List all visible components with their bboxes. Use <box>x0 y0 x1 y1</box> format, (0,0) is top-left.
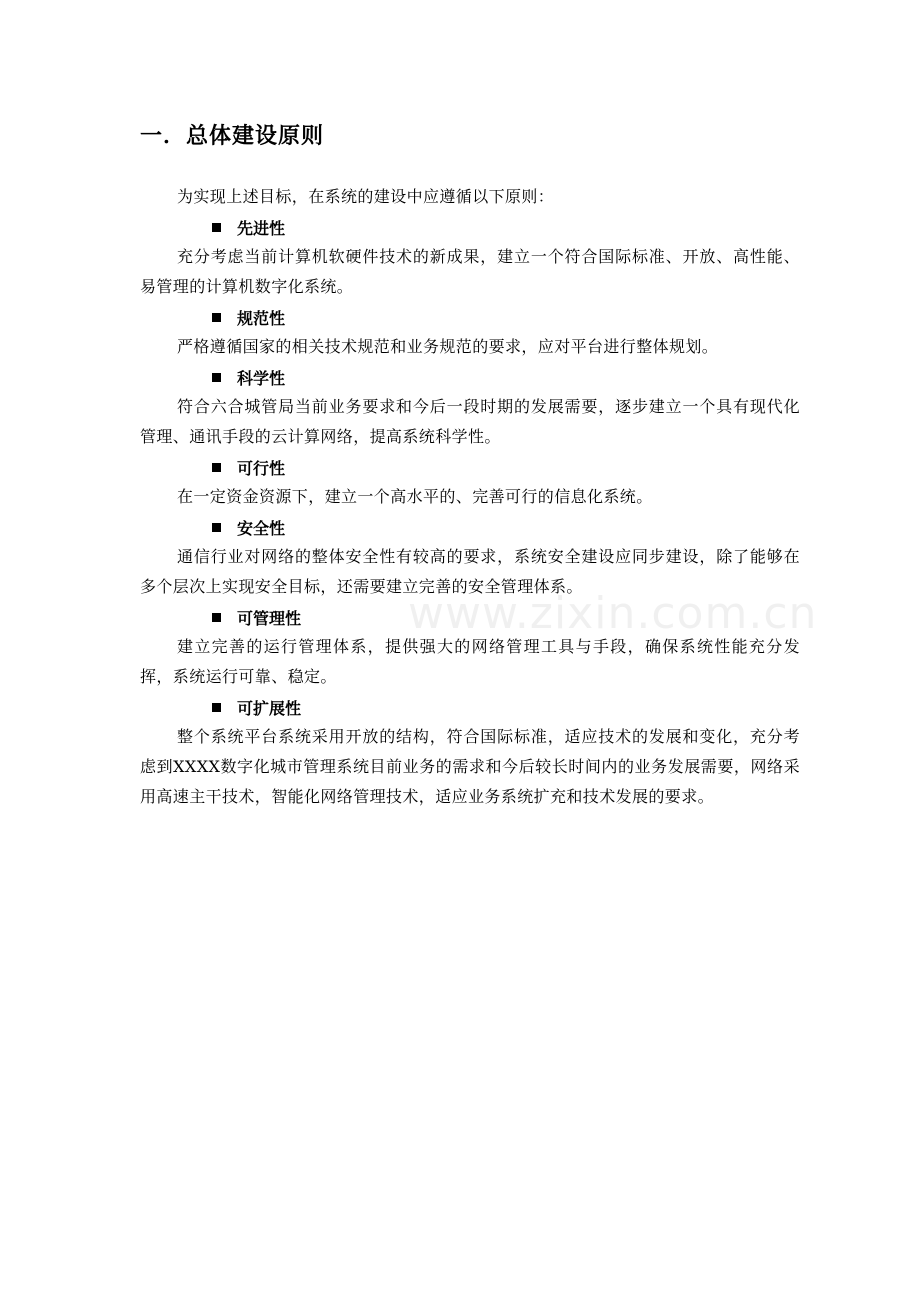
watermark: www.zixin.com.cn <box>408 588 818 639</box>
square-bullet-icon <box>212 613 221 622</box>
principle-standard-heading <box>140 302 800 332</box>
principle-scientific-heading <box>140 362 800 392</box>
principle-extensible-heading <box>140 692 800 722</box>
principle-title: 先进性 <box>237 218 286 238</box>
square-bullet-icon <box>212 373 221 382</box>
principle-title: 科学性 <box>237 368 286 388</box>
principle-advanced-heading <box>140 212 800 242</box>
square-bullet-icon <box>212 703 221 712</box>
section-heading: 一．总体建设原则 <box>140 124 325 149</box>
principle-security-text: 通信行业对网络的整体安全性有较高的要求，系统安全建设应同步建设，除了能够在多个层次上实现安全目标，还需要建立完善的安全管理体系。 <box>140 547 800 596</box>
principle-standard-text: 严格遵循国家的相关技术规范和业务规范的要求，应对平台进行整体规划。 <box>177 337 719 356</box>
principle-manageable-heading <box>140 602 800 632</box>
principle-title: 可管理性 <box>237 608 302 628</box>
principle-scientific-text: 符合六合城管局当前业务要求和今后一段时期的发展需要，逐步建立一个具有现代化管理、通讯手段的云计算网络，提高系统科学性。 <box>140 397 800 446</box>
principle-title: 规范性 <box>237 308 286 328</box>
square-bullet-icon <box>212 223 221 232</box>
intro-paragraph: 为实现上述目标，在系统的建设中应遵循以下原则： <box>177 187 555 206</box>
principle-extensible-text: 整个系统平台系统采用开放的结构，符合国际标准，适应技术的发展和变化，充分考虑到XXXX数字化城市管理系统目前业务的需求和今后较长时间内的业务发展需要，网络采用高速主干技术，智能化网络管理技术，适应业务系统扩充和技术发展的要求。 <box>140 727 800 806</box>
square-bullet-icon <box>212 463 221 472</box>
principle-feasible-heading <box>140 452 800 482</box>
principle-feasible-text: 在一定资金资源下，建立一个高水平的、完善可行的信息化系统。 <box>177 487 653 506</box>
principle-title: 安全性 <box>237 518 286 538</box>
principle-security-heading <box>140 512 800 542</box>
principle-title: 可行性 <box>237 458 286 478</box>
principle-manageable-text: 建立完善的运行管理体系，提供强大的网络管理工具与手段，确保系统性能充分发挥，系统运行可靠、稳定。 <box>140 637 800 686</box>
square-bullet-icon <box>212 313 221 322</box>
square-bullet-icon <box>212 523 221 532</box>
principle-title: 可扩展性 <box>237 698 302 718</box>
principle-advanced-text: 充分考虑当前计算机软硬件技术的新成果，建立一个符合国际标准、开放、高性能、易管理的计算机数字化系统。 <box>140 247 800 296</box>
document-page <box>140 118 800 812</box>
